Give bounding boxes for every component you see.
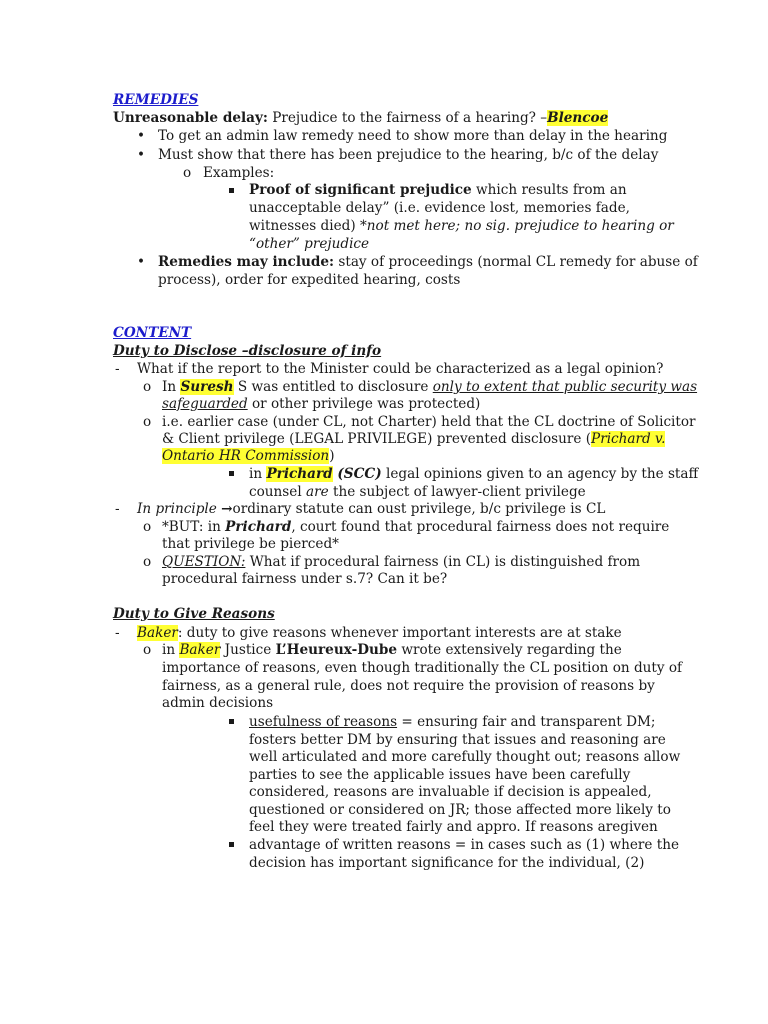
circle-bullet-icon: o [143, 519, 152, 535]
advantage-line-2: decision has important significance for the individual, (2) [249, 855, 645, 871]
in-principle-line: In principle →ordinary statute can oust privilege, b/c privilege is CL [137, 501, 606, 517]
example-line-2: unacceptable delay” (i.e. evidence lost, memories fade, [249, 200, 630, 216]
square-bullet-icon [229, 188, 234, 193]
remedies-bullet-1: To get an admin law remedy need to show more than delay in the hearing [158, 128, 668, 144]
prichard-scc-line: in Prichard (SCC) legal opinions given to an agency by the staff [249, 466, 699, 482]
circle-bullet-icon: o [143, 554, 152, 570]
unreasonable-delay-line: Unreasonable delay: Prejudice to the fairness of a hearing? –Blencoe [113, 110, 609, 126]
remedies-heading: REMEDIES [113, 92, 199, 108]
examples-label: Examples: [203, 165, 275, 181]
but-prichard-line-2: that privilege be pierced* [162, 536, 339, 552]
circle-bullet-icon: o [143, 642, 152, 658]
disclose-dash-1: What if the report to the Minister could be characterized as a legal opinion? [137, 361, 664, 377]
arrow-right-icon: → [221, 501, 233, 517]
example-line-3: witnesses died) *not met here; no sig. prejudice to hearing or [249, 218, 674, 234]
question-line: QUESTION: What if procedural fairness (in CL) is distinguished from [162, 554, 641, 570]
dash-icon: - [115, 501, 120, 517]
earlier-case-line-3: Ontario HR Commission) [162, 448, 335, 464]
circle-bullet-icon: o [183, 165, 192, 181]
prichard-scc-line-2: counsel are the subject of lawyer-client privilege [249, 484, 586, 500]
dash-icon: - [115, 625, 120, 641]
remedies-bullet-3-cont: process), order for expedited hearing, costs [158, 272, 461, 288]
duty-to-give-reasons-subheading: Duty to Give Reasons [113, 606, 275, 622]
earlier-case-line: i.e. earlier case (under CL, not Charter) held that the CL doctrine of Solicitor [162, 414, 696, 430]
remedies-bullet-3: Remedies may include: stay of proceedings (normal CL remedy for abuse of [158, 254, 698, 270]
baker-justice-line: in Baker Justice L’Heureux-Dube wrote extensively regarding the [162, 642, 622, 658]
square-bullet-icon [229, 719, 234, 724]
usefulness-line-5: considered, reasons are invaluable if decision is appealed, [249, 784, 652, 800]
bullet-icon: • [137, 128, 146, 144]
baker-justice-line-3: fairness, as a general rule, does not require the provision of reasons by [162, 678, 655, 694]
usefulness-line-6: questioned or considered on JR; those affected more likely to [249, 802, 671, 818]
square-bullet-icon [229, 471, 234, 476]
question-line-2: procedural fairness under s.7? Can it be? [162, 571, 448, 587]
example-line-1: Proof of significant prejudice which results from an [249, 182, 627, 198]
bullet-icon: • [137, 147, 146, 163]
earlier-case-line-2: & Client privilege (LEGAL PRIVILEGE) prevented disclosure (Prichard v. [162, 431, 666, 447]
usefulness-line-4: parties to see the applicable issues have been carefully [249, 767, 631, 783]
duty-to-disclose-subheading: Duty to Disclose –disclosure of info [113, 343, 382, 359]
advantage-line: advantage of written reasons = in cases such as (1) where the [249, 837, 680, 853]
square-bullet-icon [229, 842, 234, 847]
dash-icon: - [115, 361, 120, 377]
but-prichard-line: *BUT: in Prichard, court found that procedural fairness does not require [162, 519, 670, 535]
usefulness-line: usefulness of reasons = ensuring fair and transparent DM; [249, 714, 656, 730]
circle-bullet-icon: o [143, 379, 152, 395]
usefulness-line-3: well articulated and more carefully thought out; reasons allow [249, 749, 681, 765]
remedies-bullet-2: Must show that there has been prejudice to the hearing, b/c of the delay [158, 147, 659, 163]
content-heading: CONTENT [113, 325, 192, 341]
example-line-4: “other” prejudice [249, 236, 370, 252]
baker-justice-line-4: admin decisions [162, 695, 274, 711]
baker-justice-line-2: importance of reasons, even though traditionally the CL position on duty of [162, 660, 683, 676]
bullet-icon: • [137, 254, 146, 270]
circle-bullet-icon: o [143, 414, 152, 430]
suresh-line: In Suresh S was entitled to disclosure only to extent that public security was [162, 379, 698, 395]
suresh-line-cont: safeguarded or other privilege was protected) [162, 396, 481, 412]
baker-dash-line: Baker: duty to give reasons whenever important interests are at stake [137, 625, 622, 641]
usefulness-line-2: fosters better DM by ensuring that issues and reasoning are [249, 732, 666, 748]
usefulness-line-7: feel they were treated fairly and appro. If reasons aregiven [249, 819, 658, 835]
